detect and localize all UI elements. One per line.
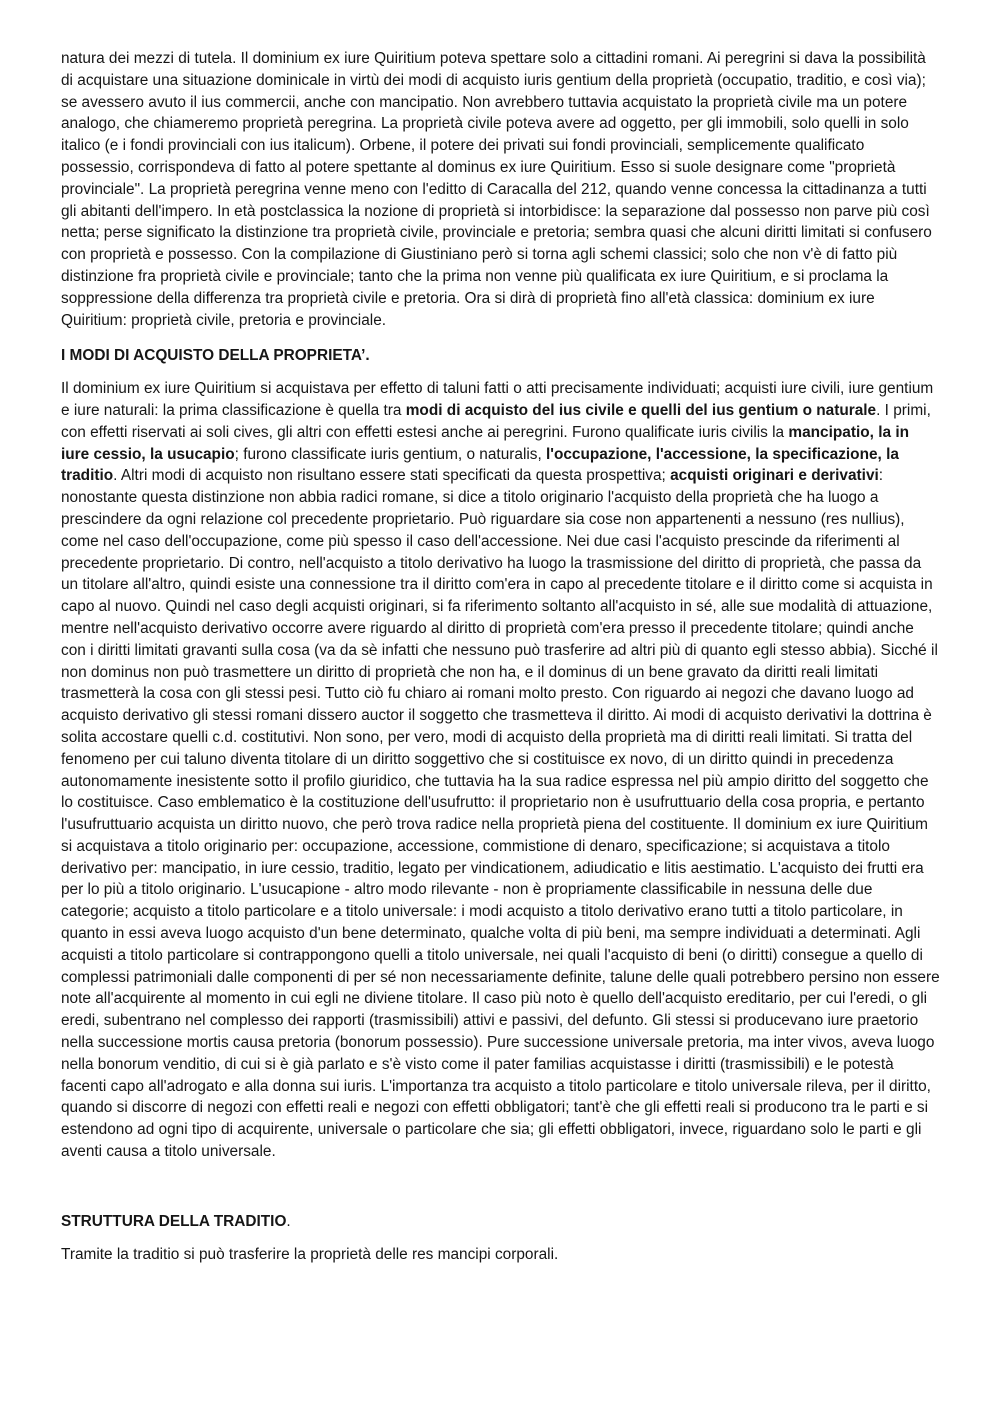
bold-run: acquisti originari e derivativi xyxy=(670,467,879,485)
text-run: . I primi, con effetti riservati ai soli cives, gli altri con effetti estesi anche ai peregrini. Furono qualificate iuris civilis la xyxy=(61,401,931,441)
bold-run: l'occupazione, l'accessione, la specificazione, la traditio xyxy=(61,445,899,485)
heading-text: STRUTTURA DELLA TRADITIO xyxy=(61,1212,287,1230)
heading-trail: . xyxy=(286,1212,291,1230)
document-page xyxy=(61,48,941,1265)
text-run: ; furono classificate iuris gentium, o naturalis, xyxy=(234,445,547,463)
text-run: . Altri modi di acquisto non risultano essere stati specificati da questa prospettiva; xyxy=(113,467,671,485)
text-run: Il dominium ex iure Quiritium si acquistava per effetto di taluni fatti o atti precisamente individuati; acquisti iure civili, iure gentium e iure naturali: la prima classificazione è quella tra xyxy=(61,380,934,419)
section-heading-modi-di-acquisto: I MODI DI ACQUISTO DELLA PROPRIETA’. xyxy=(61,347,370,365)
text-run: : nonostante questa distinzione non abbia radici romane, si dice a titolo originario l'acquisto della proprietà che ha luogo a prescindere da ogni relazione col precedente proprietario. Può riguardare sia cose non appartenenti a nessuno (res nullius), come nel caso dell'occupazione, come più spesso il caso dell'accessione. Nei due casi l'acquisto prescinde da riferimenti al precedente proprietario. Di contro, nell'acquisto a titolo derivativo ha luogo la trasmissione del diritto di proprietà, che passa da un titolare all'altro, quindi esiste una connessione tra il diritto com'era in capo al precedente titolare e il diritto come si acquista in capo al nuovo. Quindi nel caso degli acquisti originari, si fa riferimento soltanto all'acquisto in sé, alle sue modalità di attuazione, mentre nell'acquisto derivativo occorre avere riguardo al diritto di proprietà com'era presso il precedente titolare; quindi anche con i diritti limitati gravanti sulla cosa (va da sè infatti che nessuno può trasferire ad altri più di quanto egli stesso abbia). Sicché il non dominus non può trasmettere un diritto di proprietà che non ha, e il dominus di un bene gravato da diritti reali limitati trasmetterà la cosa con gli stessi pesi. Tutto ciò fu chiaro ai romani molto presto. Con riguardo ai negozi che davano luogo ad acquisto derivativo gli stessi romani dissero auctor il soggetto che trasmetteva il diritto. Ai modi di acquisto derivativi la dottrina è solita accostare quelli c.d. costitutivi. Non sono, per vero, modi di acquisto della proprietà ma di diritti reali limitati. Si tratta del fenomeno per cui taluno diventa titolare di un diritto soggettivo che si costituisce ex novo, di un diritto quindi in precedenza autonomamente inesistente sotto il profilo giuridico, che tuttavia ha la sua radice espressa nel più ampio diritto del soggetto che lo costituisce. Caso emblematico è la costituzione dell'usufrutto: il proprietario non è usufruttuario della cosa propria, e pertanto l'usufruttuario acquista un diritto nuovo, che però trova radice nella proprietà piena del costituente. Il dominium ex iure Quiritium si acquistava a titolo originario per: occupazione, accessione, commistione di denaro, specificazione; si acquistava a titolo derivativo per: mancipatio, in iure cessio, traditio, legato per vindicationem, adiudicatio e litis aestimatio. L'acquisto dei frutti era per lo più a titolo originario. L'usucapione - altro modo rilevante - non è propriamente classificabile in nessuna delle due categorie; acquisto a titolo particolare e a titolo universale: i modi acquisto a titolo derivativo erano tutti a titolo particolare, in quanto in essi aveva luogo acquisto d'un bene determinato, qualche volta di più beni, ma sempre individuati a determinati. Agli acquisti a titolo particolare si contrappongono quelli a titolo universale, nei quali l'acquisto di beni (o diritti) consegue a quello di complessi patrimoniali dalle componenti di per sé non necessariamente definite, talune delle quali potrebbero persino non essere note all'acquirente al momento in cui egli ne diviene titolare. Il caso più noto è quello dell'acquisto ereditario, per cui l'eredi, o gli eredi, subentrano nel complesso dei rapporti (trasmissibili) attivi e passivi, del defunto. Gli stessi si producevano iure praetorio nella successione mortis causa pretoria (bonorum possessio). Pure successione universale pretoria, ma inter vivos, aveva luogo nella bonorum venditio, di cui si è già parlato e s'è visto come il pater familias acquistasse i diritti (trasmissibili) e le potestà facenti capo all'adrogato e alla donna sui iuris. L'importanza tra acquisto a titolo particolare e titolo universale rileva, per il diritto, quando si discorre di negozi con effetti reali e negozi con effetti obbligatori; tant'è che gli effetti reali si producono tra le parti e si estendono ad ogni tipo di acquirente, universale o particolare che sia; gli effetti obbligatori, invece, riguardano solo le parti e gli aventi causa a titolo universale. xyxy=(61,467,940,1161)
section-paragraph-modi-di-acquisto xyxy=(61,378,941,1163)
section-heading-struttura-traditio xyxy=(61,1211,941,1233)
intro-paragraph: natura dei mezzi di tutela. Il dominium ex iure Quiritium poteva spettare solo a cittadini romani. Ai peregrini si dava la possibilità di acquistare una situazione dominicale in virtù dei modi di acquisto iuris gentium della proprietà (occupatio, traditio, e così via); se avessero avuto il ius commercii, anche con mancipatio. Non avrebbero tuttavia acquistato la proprietà civile ma un potere analogo, che chiameremo proprietà peregrina. La proprietà civile poteva avere ad oggetto, per gli immobili, solo quelli in solo italico (e i fondi provinciali con ius italicum). Orbene, il potere dei privati sui fondi provinciali, semplicemente qualificato possessio, corrispondeva di fatto al potere spettante al dominus ex iure Quiritium. Esso si suole designare come "proprietà provinciale". La proprietà peregrina venne meno con l'editto di Caracalla del 212, quando venne concessa la cittadinanza a tutti gli abitanti dell'impero. In età postclassica la nozione di proprietà si intorbidisce: la separazione dal possesso non parve più così netta; perse significato la distinzione tra proprietà civile, provinciale e pretoria; sembra quasi che alcuni diritti limitati si confusero con proprietà e possesso. Con la compilazione di Giustiniano però si torna agli schemi classici; solo che non v'è di fatto più distinzione fra proprietà civile e provinciale; tanto che la prima non venne più qualificata ex iure Quiritium, e si proclama la soppressione della differenza tra proprietà civile e pretoria. Ora si dirà di proprietà fino all'età classica: dominium ex iure Quiritium: proprietà civile, pretoria e provinciale. xyxy=(61,50,932,329)
bold-run: modi di acquisto del ius civile e quelli del ius gentium o naturale xyxy=(405,401,877,419)
bold-run: mancipatio, la in iure cessio, la usucapio xyxy=(61,423,909,463)
section-paragraph-traditio: Tramite la traditio si può trasferire la proprietà delle res mancipi corporali. xyxy=(61,1245,559,1263)
